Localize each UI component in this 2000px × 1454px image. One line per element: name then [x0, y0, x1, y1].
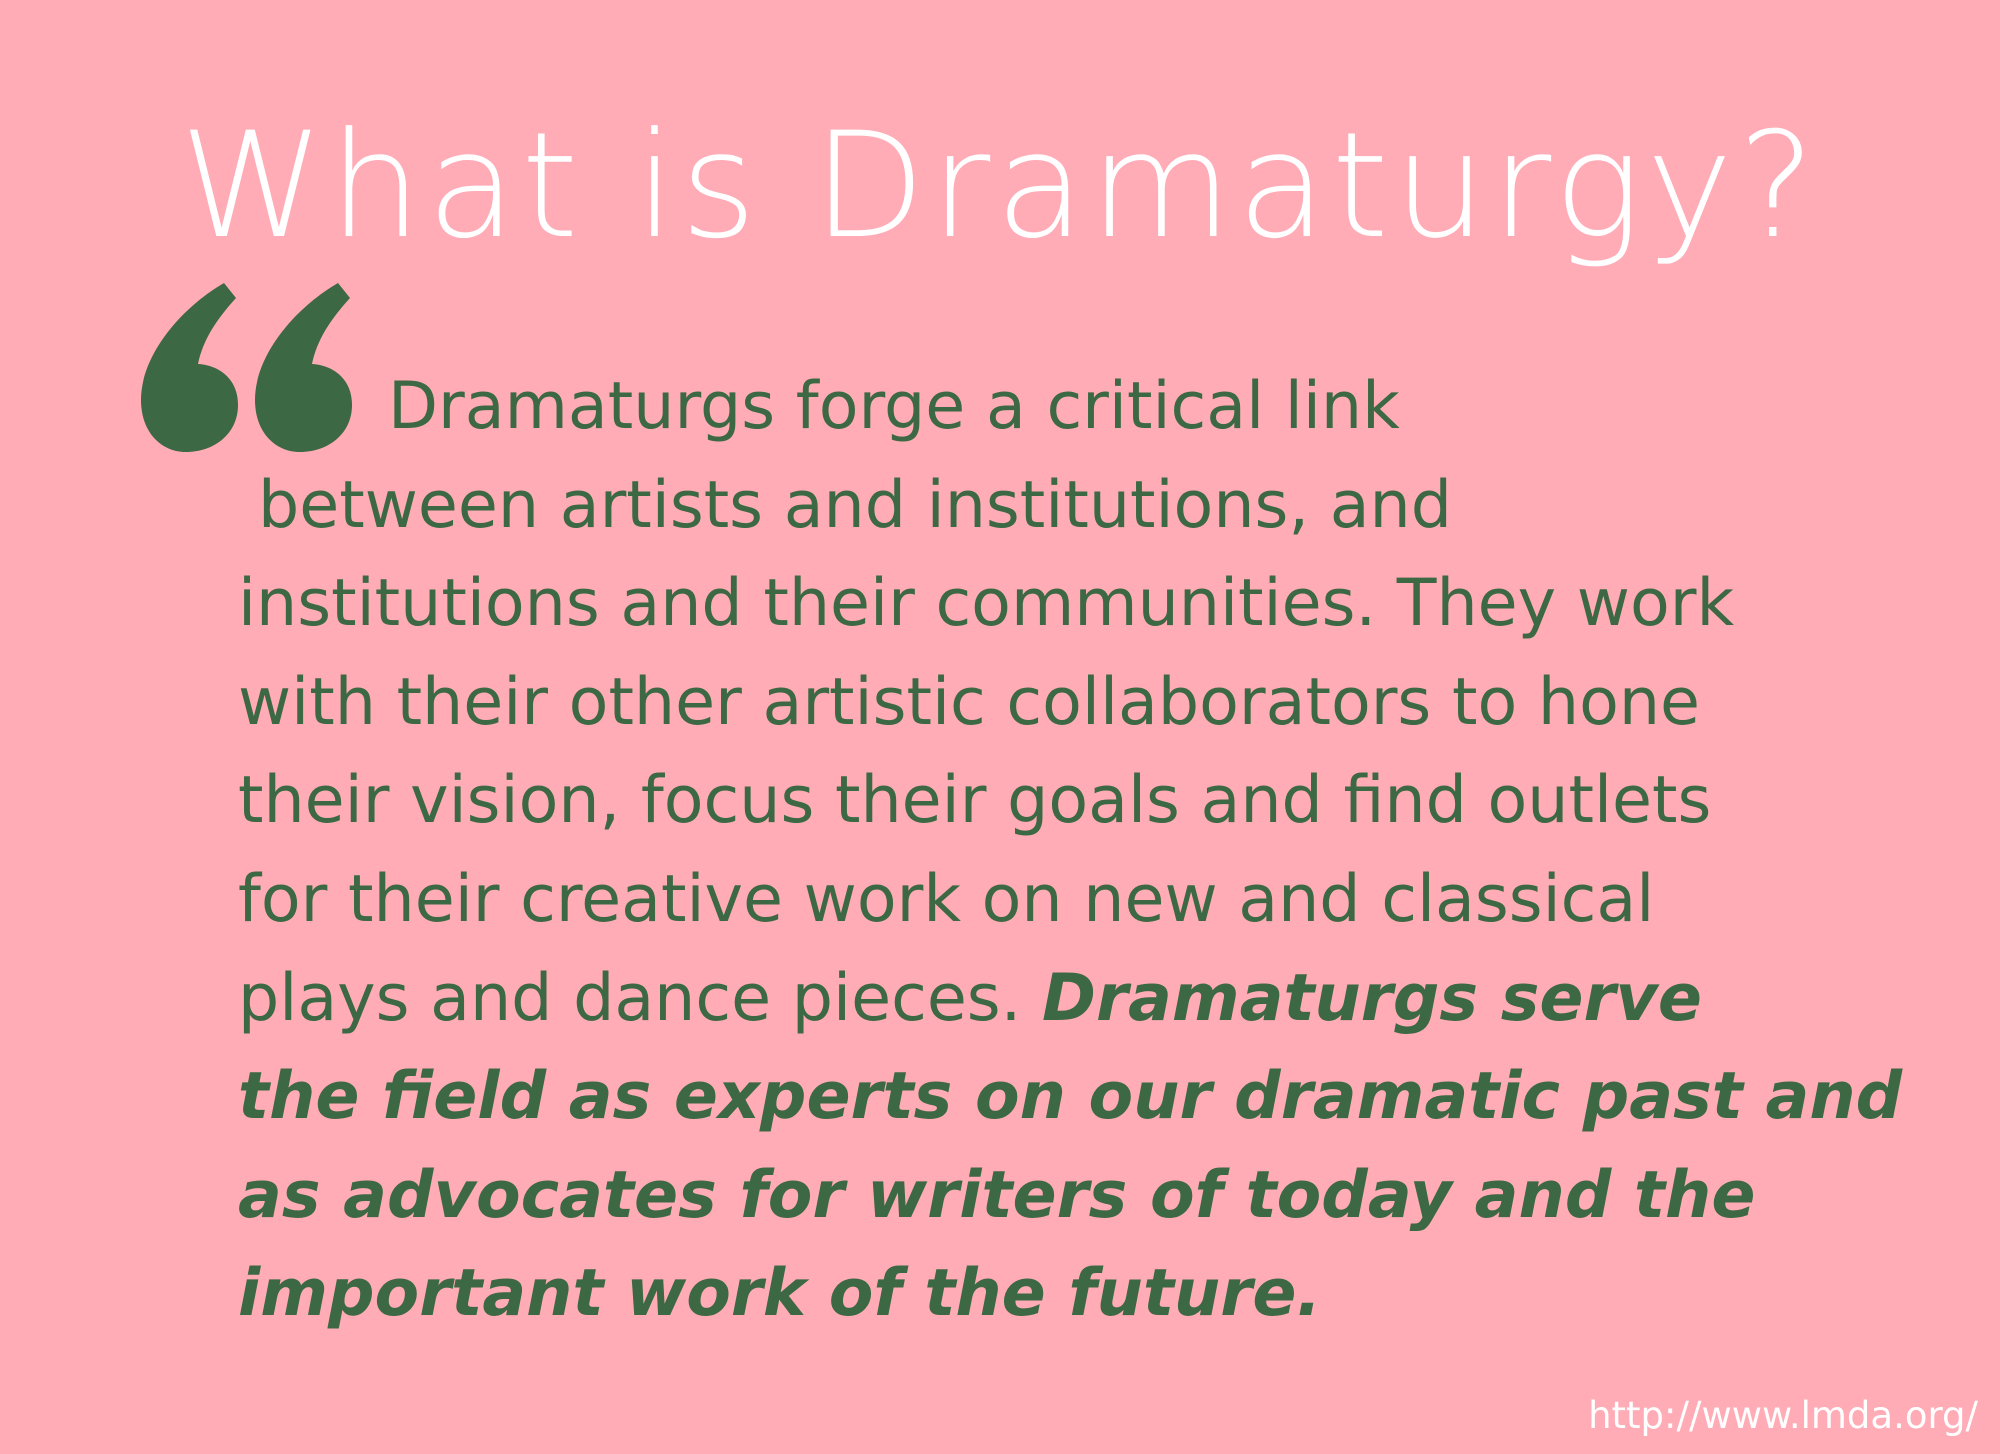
quote-emphasis-line: as advocates for writers of today and the	[238, 1157, 1756, 1233]
quote-line-plain: plays and dance pieces.	[238, 960, 1042, 1036]
quote-line: with their other artistic collaborators to hone	[238, 664, 1701, 740]
quote-text	[238, 358, 1928, 1344]
quote-line: their vision, focus their goals and find outlets	[238, 763, 1712, 839]
page-title: What is Dramaturgy?	[179, 101, 1821, 271]
quote-line: Dramaturgs forge a critical link	[388, 369, 1400, 444]
quote-line: for their creative work on new and classical	[238, 861, 1655, 937]
quote-emphasis-line: important work of the future.	[238, 1256, 1322, 1332]
quote-line: between artists and institutions, and	[258, 467, 1452, 543]
quote-emphasis-line: the field as experts on our dramatic past and	[238, 1059, 1903, 1135]
source-url: http://www.lmda.org/	[1588, 1394, 1978, 1437]
quote-line: institutions and their communities. They work	[238, 566, 1735, 642]
quote-emphasis: Dramaturgs serve	[1042, 960, 1702, 1036]
quote-line-mixed	[238, 950, 1928, 1049]
